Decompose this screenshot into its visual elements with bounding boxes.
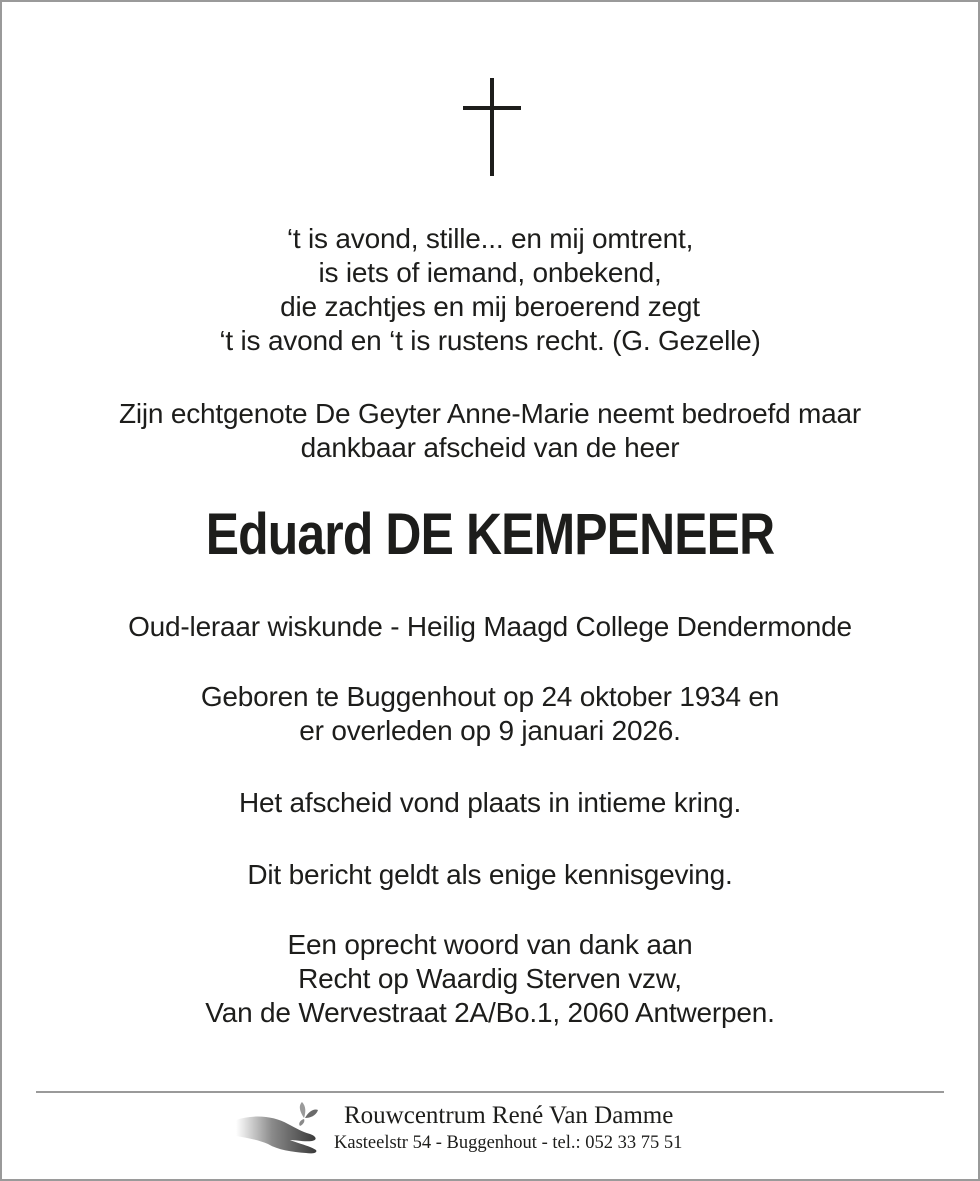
- hand-butterfly-icon: [234, 1100, 326, 1156]
- thanks-line: Een oprecht woord van dank aan: [287, 929, 693, 960]
- poem-line: die zachtjes en mij beroerend zegt: [280, 291, 700, 322]
- notice-text: Dit bericht geldt als enige kennisgeving.: [247, 859, 733, 890]
- thanks-line: Recht op Waardig Sterven vzw,: [298, 963, 682, 994]
- poem: [2, 222, 978, 358]
- poem-line: ‘t is avond en ‘t is rustens recht. (G. Gezelle): [219, 325, 761, 356]
- poem-line: ‘t is avond, stille... en mij omtrent,: [286, 223, 694, 254]
- intro-text: [2, 397, 978, 465]
- footer-divider: [36, 1091, 944, 1093]
- intro-line: dankbaar afscheid van de heer: [300, 432, 680, 463]
- company-name: Rouwcentrum René Van Damme: [344, 1102, 674, 1129]
- thanks-text: [2, 928, 978, 1030]
- profession: Oud-leraar wiskunde - Heilig Maagd College Dendermonde: [128, 611, 852, 642]
- death-line: er overleden op 9 januari 2026.: [299, 715, 681, 746]
- thanks-line: Van de Wervestraat 2A/Bo.1, 2060 Antwerpen.: [205, 997, 775, 1028]
- poem-line: is iets of iemand, onbekend,: [318, 257, 662, 288]
- intro-line: Zijn echtgenote De Geyter Anne-Marie neemt bedroefd maar: [118, 398, 862, 429]
- cross-icon: [463, 78, 521, 176]
- birth-line: Geboren te Buggenhout op 24 oktober 1934 en: [200, 681, 780, 712]
- deceased-name: Eduard DE KEMPENEER: [205, 502, 775, 567]
- farewell-text: Het afscheid vond plaats in intieme kring.: [238, 787, 742, 818]
- company-address: Kasteelstr 54 - Buggenhout - tel.: 052 33 75 51: [334, 1133, 683, 1153]
- birth-death-details: [2, 680, 978, 748]
